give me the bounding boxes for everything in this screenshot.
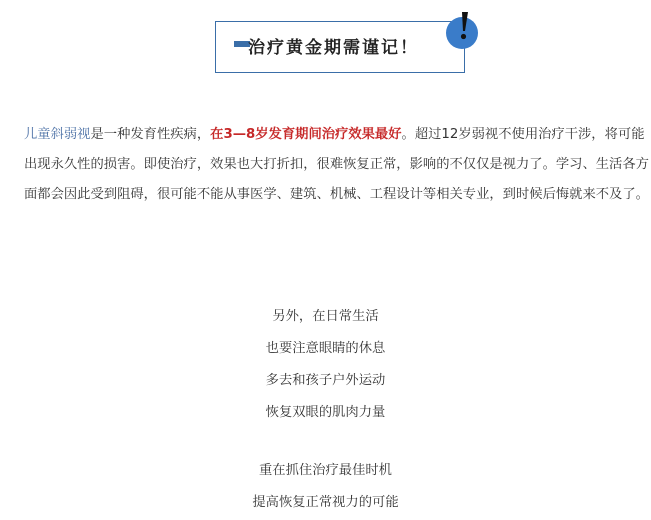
advice-line: 恢复双眼的肌肉力量 (265, 405, 386, 420)
advice-line: 也要注意眼睛的休息 (265, 341, 386, 356)
topic-link: 儿童斜弱视 (24, 127, 91, 142)
page-title: 治疗黄金期需谨记！ (248, 38, 419, 58)
title-box (215, 21, 465, 73)
advice-line: 重在抓住治疗最佳时机 (259, 463, 392, 478)
exclamation-icon (459, 12, 469, 40)
paragraph-text-1: 是一种发育性疾病， (90, 127, 211, 142)
paragraph-text-2: 。超过12岁弱视不使用治疗干涉，将可能出现永久性的损害。即使治疗，效果也大打折扣，很难恢复正常，影响的不仅仅是视力了。学习、生活各方面都会因此受到阻碍，很可能不能从事医学、建筑、机械、工程设计等相关专业，到时候后悔就来不及了。 (24, 127, 649, 202)
advice-line: 多去和孩子户外运动 (265, 373, 386, 388)
advice-block-1 (0, 301, 651, 429)
advice-block-2 (0, 455, 651, 519)
advice-line: 提高恢复正常视力的可能 (252, 495, 399, 510)
intro-paragraph (24, 120, 649, 210)
highlight-text: 在3—8岁发育期间治疗效果最好 (210, 127, 402, 142)
advice-line: 另外，在日常生活 (272, 309, 379, 324)
